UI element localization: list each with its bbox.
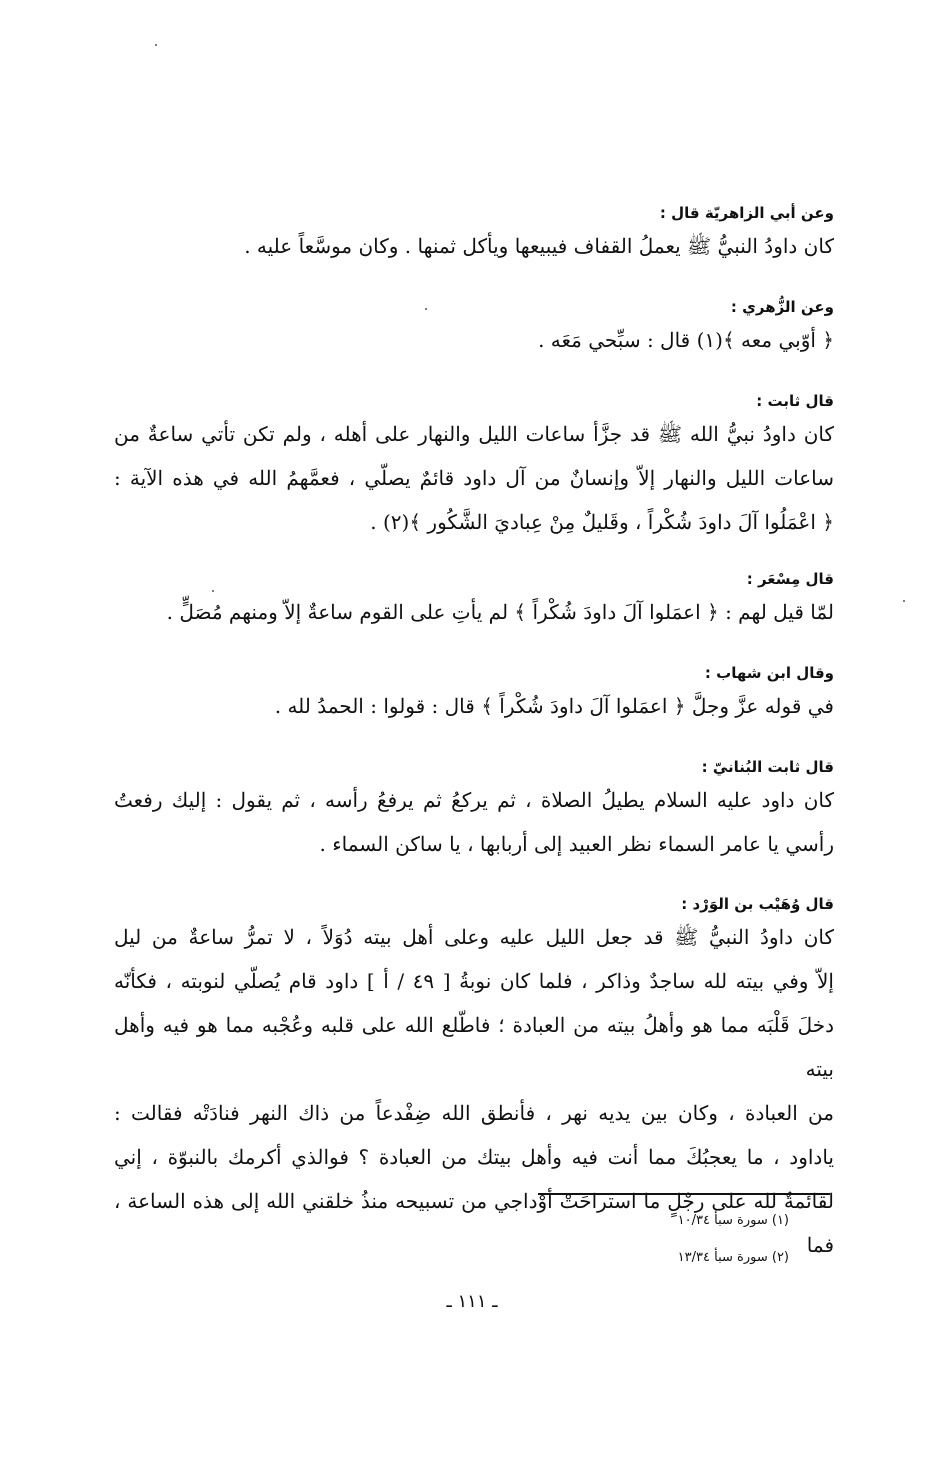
text-line: كان داود عليه السلام يطيلُ الصلاة ، ثم يركعُ ثم يرفعُ رأسه ، ثم يقول : إليك رفعتُ: [114, 788, 834, 812]
text-line: كان داودُ النبيُّ ﷺ قد جعل الليل عليه وعلى أهل بيته دُوَلاً ، لا تمرُّ ساعةٌ من ليل: [114, 925, 834, 949]
text-line: كان داودُ نبيُّ الله ﷺ قد جزَّأ ساعات الليل والنهار على أهله ، ولم تكن تأتي ساعةٌ من: [114, 422, 834, 446]
text-line: إلاّ وفي بيته لله ساجدٌ وذاكر ، فلما كان نوبةُ [ ٤٩ / أ ] داود قام يُصلّي لنوبته ، فكأنّه: [114, 969, 834, 993]
text-line: ﴿ أوّبي معه ﴾(١) قال : سبِّحي مَعَه .: [538, 328, 834, 352]
section-7: [114, 893, 834, 1267]
text-line: ياداود ، ما يعجبُكَ مما أنت فيه وأهل بيتك من العبادة ؟ فوالذي أكرمك بالنبوّة ، إني: [114, 1145, 834, 1169]
text-line: ساعات الليل والنهار إلاّ وإنسانٌ من آل داود قائمٌ يصلّي ، فعمَّهمُ الله في هذه الآية :: [114, 466, 834, 490]
section-heading: وعن الزُّهري :: [730, 298, 834, 316]
section-heading: قال ثابت البُنانيّ :: [701, 758, 834, 776]
text-line: لمّا قيل لهم : ﴿ اعمَلوا آلَ داودَ شُكْراً ﴾ لم يأتِ على القوم ساعةٌ إلاّ ومنهم مُصَلٍّ .: [166, 600, 834, 624]
section-2: [114, 296, 834, 362]
section-6: [114, 756, 834, 866]
page-number: ـ ١١١ ـ: [446, 1291, 498, 1312]
section-heading: قال وُهَيْب بن الوَرْد :: [681, 895, 834, 913]
section-4: [114, 568, 834, 634]
text-line: كان داودُ النبيُّ ﷺ يعملُ القفاف فيبيعها ويأكل ثمنها . وكان موسَّعاً عليه .: [244, 234, 834, 258]
scan-speck: [212, 590, 214, 592]
text-line: دخلَ قَلْبَه مما هو وأهلُ بيته من العبادة ؛ فاطّلع الله على قلبه وعُجْبه مما هو فيه وأهل بيته: [114, 1013, 834, 1081]
scan-speck: [155, 44, 157, 46]
section-heading: وعن أبي الزاهريّة قال :: [659, 204, 834, 222]
footnote-divider: [538, 1193, 830, 1195]
section-5: [114, 662, 834, 728]
section-heading: قال مِسْعَر :: [746, 570, 834, 588]
text-line: ﴿ اعْمَلُوا آلَ داودَ شُكْراً ، وقَليلٌ مِنْ عِباديَ الشَّكُور ﴾(٢) .: [370, 510, 834, 534]
section-heading: قال ثابت :: [756, 392, 834, 410]
section-1: [114, 202, 834, 268]
text-line: رأسي يا عامر السماء نظر العبيد إلى أربابها ، يا ساكن السماء .: [319, 832, 834, 856]
footnote-1: (١) سورة سبأ ١٠/٣٤: [677, 1213, 789, 1228]
text-line: في قوله عزَّ وجلَّ ﴿ اعمَلوا آلَ داودَ شُكْراً ﴾ قال : قولوا : الحمدُ لله .: [274, 694, 834, 718]
scan-speck: [425, 308, 427, 310]
text-line: لقائمةٌ لله على رجْلٍ ما استراحَتْ أوْداجي من تسبيحه منذُ خلقني الله إلى هذه الساعة ، فما: [114, 1189, 834, 1257]
scan-speck: [903, 600, 905, 602]
section-3: [114, 390, 834, 544]
section-heading: وقال ابن شهاب :: [704, 664, 834, 682]
footnote-2: (٢) سورة سبأ ١٣/٣٤: [677, 1250, 789, 1265]
text-line: من العبادة ، وكان بين يديه نهر ، فأنطق الله ضِفْدعاً من ذاك النهر فنادَتْه فقالت :: [114, 1101, 834, 1125]
